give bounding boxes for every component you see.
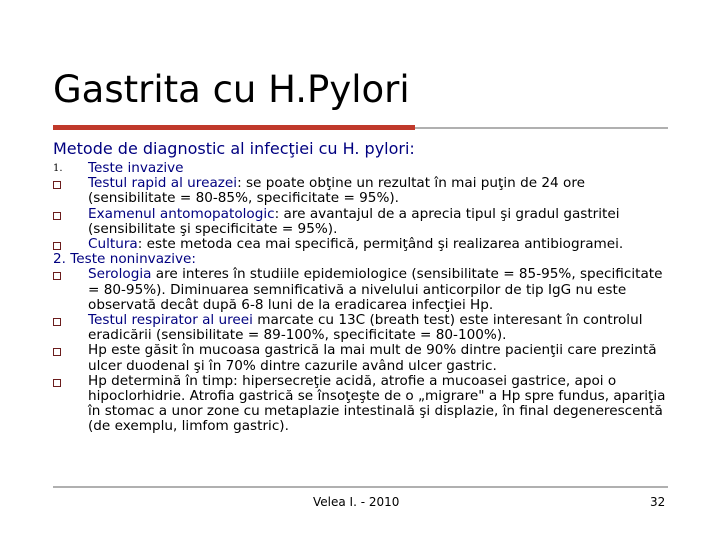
item-text: marcate cu 13C (breath test) este interesant în controlul eradicării (sensibilitate = 89-100%, specificitate = 80-100%). [88, 312, 643, 344]
item-lead: Serologia [88, 266, 152, 283]
page-number: 32 [650, 495, 666, 509]
footer-rule [53, 486, 668, 488]
item-lead: Testul rapid al ureazei [88, 175, 238, 192]
item-text: Hp determină în timp: hipersecreţie acidă, atrofie a mucoasei gastrice, apoi o hipoclorhidrie. Atrofia gastrică se însoţeşte de o „migrare" a Hp spre fundus, apariţia în stomac a unor zone cu metaplazie intestinală şi displazie, în final degenerescentă (de exemplu, limfom gastric). [88, 372, 666, 435]
slide-subtitle: Metode de diagnostic al infecţiei cu H. pylori: [53, 139, 415, 158]
list-item [53, 267, 673, 313]
item-text: : are avantajul de a aprecia tipul şi gradul gastritei (sensibilitate şi specificitate = 95%). [88, 205, 620, 237]
square-bullet-icon [53, 379, 61, 387]
square-bullet-icon [53, 181, 61, 189]
section2-heading: 2. Teste noninvazive: [53, 251, 196, 268]
square-bullet-icon [53, 272, 61, 280]
item-lead: Examenul antomopatologic [88, 205, 275, 222]
list-item [53, 374, 673, 435]
list-item [53, 176, 673, 206]
list-item [53, 313, 673, 343]
list-item [53, 207, 673, 237]
section1-heading: Teste invazive [88, 160, 184, 176]
section1-heading-row [53, 161, 673, 176]
section1-number: 1. [53, 163, 63, 174]
item-text: : este metoda cea mai specifică, permiţând şi realizarea antibiogramei. [137, 236, 624, 253]
square-bullet-icon [53, 242, 61, 250]
item-text: are interes în studiile epidemiologice (sensibilitate = 85-95%, specificitate = 80-95%). Diminuarea semnificativă a nivelului anticorpilor de tip IgG nu este observată decât după 6-8 luni de la eradicarea infecţiei Hp. [88, 266, 663, 313]
item-text: : se poate obţine un rezultat în mai puţin de 24 ore (sensibilitate = 80-85%, specificitate = 95%). [88, 175, 585, 207]
slide-title: Gastrita cu H.Pylori [53, 68, 410, 111]
title-rule-red [53, 125, 415, 130]
square-bullet-icon [53, 348, 61, 356]
square-bullet-icon [53, 212, 61, 220]
list-item [53, 237, 673, 252]
list-item [53, 343, 673, 373]
item-lead: Cultura [88, 236, 138, 253]
item-lead: Testul respirator al ureei [88, 312, 253, 329]
slide-content [53, 161, 673, 435]
square-bullet-icon [53, 318, 61, 326]
item-text: Hp este găsit în mucoasa gastrică la mai mult de 90% dintre pacienţii care prezintă ulcer duodenal şi în 70% dintre cazurile având ulcer gastric. [88, 342, 657, 374]
footer-author: Velea I. - 2010 [313, 495, 400, 509]
